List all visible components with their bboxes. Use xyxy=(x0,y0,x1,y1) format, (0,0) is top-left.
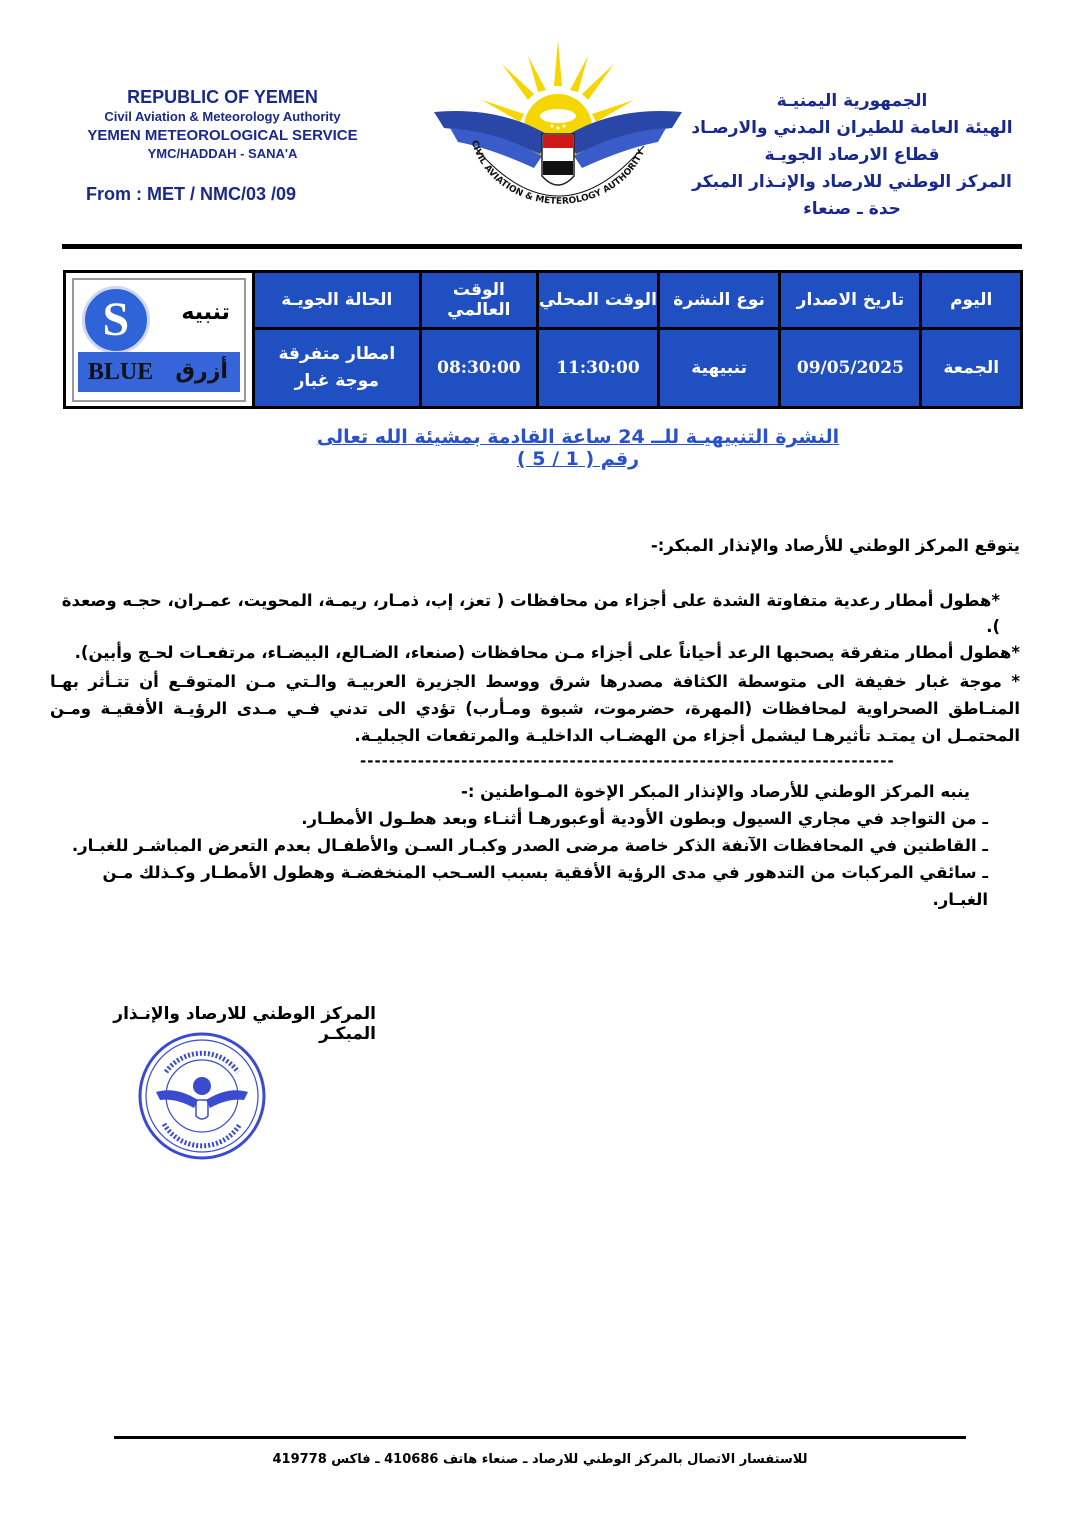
header-right-org xyxy=(672,88,1032,223)
value-weather xyxy=(253,329,420,408)
location-en: YMC/HADDAH - SANA'A xyxy=(147,146,298,161)
country-name-en: REPUBLIC OF YEMEN xyxy=(127,87,318,107)
header-day: اليوم xyxy=(921,272,1022,329)
header-issue-date: تاريخ الاصدار xyxy=(780,272,921,329)
forecast-intro: يتوقع المركز الوطني للأرصاد والإنذار المبكر:- xyxy=(650,536,1020,555)
section-separator: -------------------------------------------------------------------------- xyxy=(360,752,895,770)
from-reference: From : MET / NMC/03 /09 xyxy=(86,184,297,204)
country-name-ar: الجمهورية اليمنيـة xyxy=(776,91,928,111)
official-stamp xyxy=(136,1030,268,1162)
forecast-rain-paragraph xyxy=(50,588,1020,666)
stamp-seal-icon xyxy=(136,1030,268,1162)
alert-badge-cell xyxy=(65,272,254,408)
table-header-row xyxy=(65,272,1022,329)
value-issue-date: 09/05/2025 xyxy=(780,329,921,408)
alert-level-badge xyxy=(72,278,246,402)
alert-item-1: ـ من التواجد في مجاري السيول وبطون الأودية أوعبورهـا أثنـاء وبعد هطـول الأمطـار. xyxy=(301,809,988,828)
forecast-rain-line1: *هطول أمطار رعدية متفاوتة الشدة على أجزاء من محافظات ( تعز، إب، ذمـار، ريمـة، المحويت، عمـران، حجـه وصعدة ). xyxy=(61,591,1000,636)
header-utc-time: الوقت العالمي xyxy=(420,272,537,329)
authority-name-ar: الهيئة العامة للطيران المدني والارصـاد xyxy=(691,118,1013,138)
signature-center: المركز الوطني للارصاد والإنـذار المبكـر xyxy=(113,1004,376,1044)
badge-level-bar xyxy=(78,352,240,392)
citizen-alerts xyxy=(48,778,988,913)
authority-logo xyxy=(430,36,686,228)
alert-item-2: ـ القاطنين في المحافظات الآنفة الذكر خاصة مرضى الصدر وكبـار السـن والأطفـال بعدم التعرض المباشـر للغبـار. xyxy=(71,836,988,855)
badge-level-ar: أزرق xyxy=(175,358,228,384)
sector-name-ar: قطاع الارصاد الجويـة xyxy=(764,145,940,165)
header-divider xyxy=(62,244,1022,249)
badge-level-en: BLUE xyxy=(87,358,154,385)
svg-text:CIVIL AVIATION & METEROLOGY AU: CIVIL AVIATION & METEROLOGY AUTHORITY xyxy=(468,139,647,207)
forecast-dust-paragraph: * موجة غبار خفيفة الى متوسطة الكثافة مصدرها شرق ووسط الجزيرة العربيـة والـتي مـن المتوقـع أن تتـأثر بهـا المنـاطق الصحراوية لمحافظات (المهرة، حضرموت، شبوة ومـأرب) تؤدي الى تدني فـي مـدى الرؤيـة الأفقيـة ومـن المحتمـل ان يمتـد تأثيرهـا ليشمل أجزاء من الهضـاب الداخليـة والمرتفعات الجبليـة. xyxy=(50,672,1020,745)
alert-item-3: ـ سائقي المركبات من التدهور في مدى الرؤية الأفقية بسبب السـحب المنخفضـة وهطول الأمطـار وكـذلك مـن الغبـار. xyxy=(102,863,988,909)
value-day: الجمعة xyxy=(921,329,1022,408)
header-left-org xyxy=(40,86,405,163)
flag-shield-icon xyxy=(542,134,574,185)
location-ar: حدة ـ صنعاء xyxy=(803,199,901,219)
header-bulletin-type: نوع النشرة xyxy=(658,272,779,329)
footer-divider xyxy=(114,1436,966,1439)
alerts-intro: ينبه المركز الوطني للأرصاد والإنذار المبكر الإخوة المـواطنين :- xyxy=(460,782,970,801)
value-utc-time: 08:30:00 xyxy=(420,329,537,408)
footer-contact: للاستفسار الاتصال بالمركز الوطني للارصاد ـ صنعاء هاتف 410686 ـ فاكس 419778 xyxy=(272,1452,808,1467)
logo-graphic xyxy=(430,36,686,228)
center-name-ar: المركز الوطني للارصاد والإنـذار المبكر xyxy=(692,172,1012,192)
header-local-time: الوقت المحلي xyxy=(537,272,658,329)
bulletin-info-table xyxy=(63,270,1023,409)
header-weather: الحالة الجويـة xyxy=(253,272,420,329)
value-weather-line1: امطار متفرقة xyxy=(278,344,396,364)
severity-s-icon: S xyxy=(82,286,150,354)
value-bulletin-type: تنبيهية xyxy=(658,329,779,408)
authority-name-en: Civil Aviation & Meteorology Authority xyxy=(104,109,341,124)
badge-alert-label: تنبيه xyxy=(181,299,230,325)
service-name-en: YEMEN METEOROLOGICAL SERVICE xyxy=(87,127,358,144)
bulletin-title: النشرة التنبيهيـة للــ 24 ساعة القادمة بمشيئة الله تعالى رقم ( 1 / 5 ) xyxy=(316,426,840,470)
forecast-rain-line2: *هطول أمطار متفرقة يصحبها الرعد أحياناً على أجزاء مـن محافظات (صنعاء، الضـالع، البيضـاء، مرتفعـات لحـج وأبين). xyxy=(74,643,1020,662)
value-weather-line2: موجة غبار xyxy=(294,371,379,391)
value-local-time: 11:30:00 xyxy=(537,329,658,408)
